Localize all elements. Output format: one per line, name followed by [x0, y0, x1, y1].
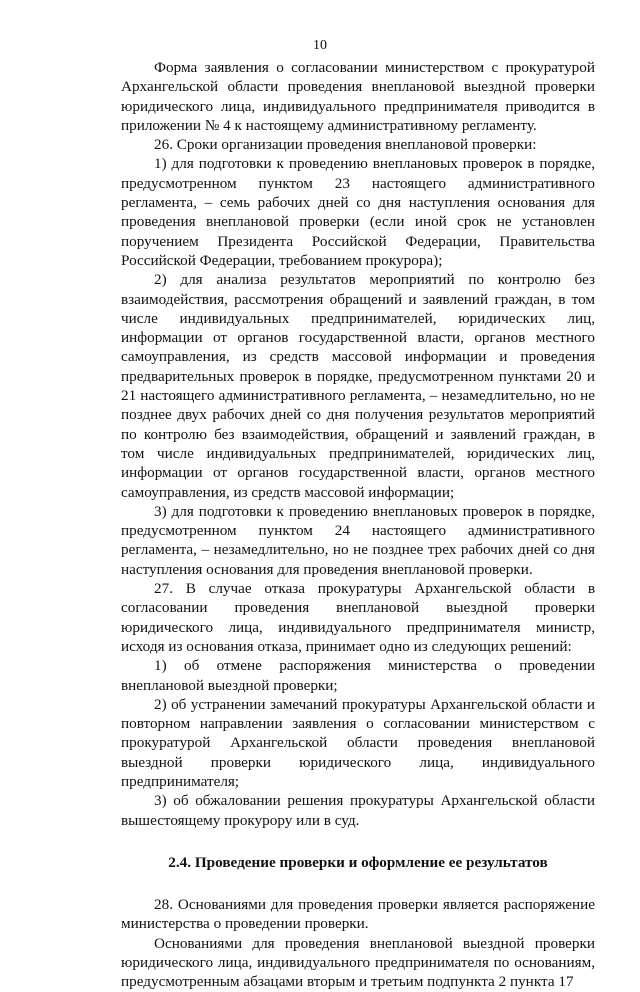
paragraph-28: 28. Основаниями для проведения проверки является распоряжение министерства о проведении проверки. — [121, 896, 595, 933]
paragraph-26-item-2: 2) для анализа результатов мероприятий по контролю без взаимодействия, рассмотрения обращений и заявлений граждан, в том числе индивидуальных предпринимателей, юридических лиц, информации от органов государственной власти, органов местного самоуправления, из средств массовой информации и проведения предварительных проверок в порядке, предусмотренном пунктами 20 и 21 настоящего административного регламента, – незамедлительно, но не позднее двух рабочих дней со дня получения результатов мероприятий по контролю без взаимодействия, обращений и заявлений граждан, в том числе индивидуальных предпринимателей, юридических лиц, информации от органов государственной власти, органов местного самоуправления, из средств массовой информации; — [121, 271, 595, 501]
paragraph-26-item-1: 1) для подготовки к проведению внеплановых проверок в порядке, предусмотренном пунктом 23 настоящего административного регламента, – семь рабочих дней со дня наступления основания для проведения внеплановой проверки (если иной срок не установлен поручением Президента Российской Федерации, Правительства Российской Федерации, требованием прокурора); — [121, 155, 595, 269]
page-number: 10 — [313, 38, 327, 53]
paragraph-27-item-1: 1) об отмене распоряжения министерства о проведении внеплановой выездной проверки; — [121, 657, 595, 694]
paragraph-27-item-2: 2) об устранении замечаний прокуратуры Архангельской области и повторном направлении заявления о согласовании министерством с прокуратурой Архангельской области проведения внеплановой выездной проверки юридического лица, индивидуального предпринимателя; — [121, 695, 595, 790]
paragraph-27-item-3: 3) об обжаловании решения прокуратуры Архангельской области вышестоящему прокурору или в суд. — [121, 792, 595, 829]
body-text — [121, 58, 595, 992]
paragraph-26-item-3: 3) для подготовки к проведению внеплановых проверок в порядке, предусмотренном пунктом 24 настоящего административного регламента, – незамедлительно, но не позднее трех рабочих дней со дня наступления основания для проведения внеплановой проверки. — [121, 502, 595, 578]
paragraph-27: 27. В случае отказа прокуратуры Архангельской области в согласовании проведения внеплановой выездной проверки юридического лица, индивидуального предпринимателя министр, исходя из основания отказа, принимает одно из следующих решений: — [121, 580, 595, 655]
section-heading: 2.4. Проведение проверки и оформление ее результатов — [168, 853, 548, 871]
paragraph-26: 26. Сроки организации проведения внеплановой проверки: — [154, 136, 537, 154]
paragraph-28-grounds: Основаниями для проведения внеплановой выездной проверки юридического лица, индивидуального предпринимателя по основаниям, предусмотренным абзацами вторым и третьим подпункта 2 пункта 17 — [121, 934, 595, 991]
paragraph-form-statement: Форма заявления о согласовании министерством с прокуратурой Архангельской области проведения внеплановой выездной проверки юридического лица, индивидуального предпринимателя приводится в приложении № 4 к настоящему административному регламенту. — [121, 59, 595, 134]
